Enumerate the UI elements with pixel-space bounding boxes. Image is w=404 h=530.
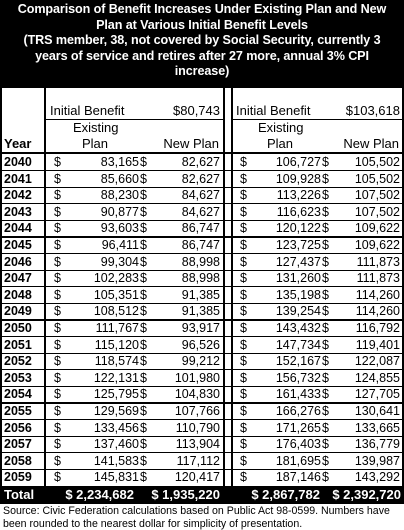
value-cell-e1: 93,603 bbox=[100, 221, 139, 236]
table-row bbox=[0, 287, 404, 304]
value-cell-n2: 122,087 bbox=[354, 354, 400, 369]
currency-symbol: $ bbox=[140, 304, 147, 319]
currency-symbol: $ bbox=[140, 238, 147, 252]
year-cell: 2057 bbox=[4, 437, 32, 452]
title-line-3: (TRS member, 38, not covered by Social Security, currently 3 bbox=[23, 33, 381, 48]
value-cell-n1: 99,212 bbox=[181, 354, 220, 369]
value-cell-e2: 181,695 bbox=[275, 453, 321, 468]
table-row bbox=[0, 453, 404, 470]
currency-symbol: $ bbox=[240, 453, 247, 468]
value-cell-n2: 111,873 bbox=[356, 271, 400, 286]
value-cell-e1: 145,831 bbox=[93, 470, 139, 485]
currency-symbol: $ bbox=[140, 370, 147, 385]
year-cell: 2049 bbox=[4, 304, 32, 319]
year-cell: 2055 bbox=[4, 404, 32, 418]
currency-symbol: $ bbox=[240, 387, 247, 402]
value-cell-e2: 113,226 bbox=[276, 188, 321, 203]
value-cell-n1: 84,627 bbox=[181, 204, 220, 219]
currency-symbol: $ bbox=[240, 204, 247, 219]
currency-symbol: $ bbox=[322, 420, 329, 435]
totals-left-existing: $ 2,234,682 bbox=[65, 487, 134, 502]
year-cell: 2044 bbox=[4, 221, 32, 236]
left-new-plan-header: New Plan bbox=[163, 136, 219, 151]
currency-symbol: $ bbox=[322, 221, 329, 236]
currency-symbol: $ bbox=[140, 254, 147, 269]
year-cell: 2045 bbox=[4, 238, 32, 252]
value-cell-n2: 116,792 bbox=[355, 321, 400, 335]
currency-symbol: $ bbox=[140, 337, 147, 352]
value-cell-n2: 127,705 bbox=[354, 387, 400, 402]
currency-symbol: $ bbox=[54, 387, 61, 402]
totals-label: Total bbox=[4, 487, 35, 502]
value-cell-n1: 91,385 bbox=[181, 287, 220, 302]
value-cell-e2: 147,734 bbox=[275, 337, 321, 352]
currency-symbol: $ bbox=[54, 188, 61, 203]
value-cell-e1: 83,165 bbox=[100, 155, 139, 169]
currency-symbol: $ bbox=[54, 321, 61, 335]
currency-symbol: $ bbox=[54, 304, 61, 319]
left-existing-header-bottom: Plan bbox=[82, 136, 109, 151]
currency-symbol: $ bbox=[54, 238, 61, 252]
value-cell-n1: 110,790 bbox=[175, 420, 220, 435]
year-cell: 2053 bbox=[4, 370, 32, 385]
currency-symbol: $ bbox=[140, 204, 147, 219]
value-cell-e1: 129,569 bbox=[93, 404, 139, 418]
currency-symbol: $ bbox=[54, 470, 61, 485]
title-line-5: increase) bbox=[174, 64, 230, 79]
year-cell: 2048 bbox=[4, 287, 32, 302]
value-cell-n2: 105,502 bbox=[354, 155, 400, 169]
table-row bbox=[0, 204, 404, 221]
currency-symbol: $ bbox=[54, 254, 61, 269]
value-cell-n2: 119,401 bbox=[355, 337, 400, 352]
value-cell-e1: 88,230 bbox=[100, 188, 139, 203]
value-cell-e2: 116,623 bbox=[276, 204, 321, 219]
year-cell: 2047 bbox=[4, 271, 32, 286]
currency-symbol: $ bbox=[54, 204, 61, 219]
year-cell: 2042 bbox=[4, 188, 32, 203]
value-cell-n1: 93,917 bbox=[181, 321, 220, 335]
table-row bbox=[0, 171, 404, 188]
value-cell-e2: 187,146 bbox=[275, 470, 321, 485]
value-cell-n2: 109,622 bbox=[354, 221, 400, 236]
year-cell: 2051 bbox=[4, 337, 32, 352]
currency-symbol: $ bbox=[140, 221, 147, 236]
value-cell-e1: 115,120 bbox=[94, 337, 139, 352]
value-cell-e1: 141,583 bbox=[93, 453, 139, 468]
totals-left-new: $ 1,935,220 bbox=[151, 487, 220, 502]
value-cell-n2: 133,665 bbox=[354, 420, 400, 435]
right-initial-benefit-label: Initial Benefit bbox=[236, 103, 311, 118]
currency-symbol: $ bbox=[322, 204, 329, 219]
value-cell-e1: 105,351 bbox=[93, 287, 139, 302]
value-cell-n2: 105,502 bbox=[354, 171, 400, 186]
table-title bbox=[0, 0, 404, 88]
value-cell-e1: 118,574 bbox=[94, 354, 139, 369]
table-row bbox=[0, 386, 404, 403]
currency-symbol: $ bbox=[54, 453, 61, 468]
year-cell: 2052 bbox=[4, 354, 32, 369]
value-cell-e1: 122,131 bbox=[93, 370, 139, 385]
value-cell-n1: 84,627 bbox=[181, 188, 220, 203]
right-existing-header-top: Existing bbox=[258, 120, 304, 135]
table-row bbox=[0, 469, 404, 486]
currency-symbol: $ bbox=[240, 370, 247, 385]
currency-symbol: $ bbox=[140, 387, 147, 402]
value-cell-e2: 161,433 bbox=[275, 387, 321, 402]
value-cell-n2: 124,855 bbox=[354, 370, 400, 385]
value-cell-n2: 111,873 bbox=[356, 254, 400, 269]
table-row bbox=[0, 270, 404, 287]
table-row bbox=[0, 320, 404, 337]
right-initial-benefit-value: $103,618 bbox=[345, 103, 400, 118]
year-cell: 2056 bbox=[4, 420, 32, 435]
value-cell-n1: 82,627 bbox=[181, 155, 220, 169]
currency-symbol: $ bbox=[140, 404, 147, 418]
totals-row bbox=[0, 486, 404, 504]
currency-symbol: $ bbox=[322, 453, 329, 468]
left-initial-benefit-label: Initial Benefit bbox=[50, 103, 125, 118]
currency-symbol: $ bbox=[240, 271, 247, 286]
value-cell-e2: 166,276 bbox=[275, 404, 321, 418]
left-initial-benefit-value: $80,743 bbox=[173, 103, 220, 118]
currency-symbol: $ bbox=[240, 155, 247, 169]
currency-symbol: $ bbox=[240, 188, 247, 203]
currency-symbol: $ bbox=[240, 287, 247, 302]
currency-symbol: $ bbox=[322, 254, 329, 269]
value-cell-n1: 91,385 bbox=[181, 304, 220, 319]
value-cell-e2: 139,254 bbox=[275, 304, 321, 319]
value-cell-e2: 171,265 bbox=[275, 420, 321, 435]
currency-symbol: $ bbox=[140, 437, 147, 452]
right-new-plan-header: New Plan bbox=[343, 136, 399, 151]
currency-symbol: $ bbox=[140, 171, 147, 186]
currency-symbol: $ bbox=[140, 420, 147, 435]
table-row bbox=[0, 254, 404, 271]
value-cell-n2: 143,292 bbox=[354, 470, 400, 485]
currency-symbol: $ bbox=[140, 453, 147, 468]
currency-symbol: $ bbox=[140, 271, 147, 286]
value-cell-n1: 86,747 bbox=[181, 238, 220, 252]
title-line-4: years of service and retires after 27 more, annual 3% CPI bbox=[35, 48, 369, 63]
currency-symbol: $ bbox=[240, 354, 247, 369]
currency-symbol: $ bbox=[140, 354, 147, 369]
source-note: Source: Civic Federation calculations based on Public Act 98-0599. Numbers have been rounded to the nearest dollar for simplicity of presentation. bbox=[3, 505, 390, 530]
table-row bbox=[0, 403, 404, 420]
value-cell-e2: 106,727 bbox=[275, 155, 321, 169]
currency-symbol: $ bbox=[140, 287, 147, 302]
value-cell-e1: 125,795 bbox=[93, 387, 139, 402]
value-cell-n1: 88,998 bbox=[181, 254, 220, 269]
value-cell-n1: 96,526 bbox=[181, 337, 220, 352]
value-cell-n1: 82,627 bbox=[181, 171, 220, 186]
currency-symbol: $ bbox=[54, 155, 61, 169]
value-cell-e2: 123,725 bbox=[275, 238, 321, 252]
currency-symbol: $ bbox=[240, 304, 247, 319]
value-cell-e1: 111,767 bbox=[95, 321, 139, 335]
currency-symbol: $ bbox=[322, 404, 329, 418]
currency-symbol: $ bbox=[322, 437, 329, 452]
currency-symbol: $ bbox=[240, 337, 247, 352]
value-cell-e1: 108,512 bbox=[93, 304, 139, 319]
value-cell-n2: 109,622 bbox=[354, 238, 400, 252]
table-row bbox=[0, 154, 404, 171]
value-cell-e2: 135,198 bbox=[275, 287, 321, 302]
year-cell: 2058 bbox=[4, 453, 32, 468]
currency-symbol: $ bbox=[240, 321, 247, 335]
currency-symbol: $ bbox=[54, 354, 61, 369]
table-row bbox=[0, 303, 404, 320]
year-cell: 2046 bbox=[4, 254, 32, 269]
value-cell-e1: 85,660 bbox=[100, 171, 139, 186]
table-row bbox=[0, 370, 404, 387]
currency-symbol: $ bbox=[240, 420, 247, 435]
currency-symbol: $ bbox=[322, 470, 329, 485]
year-cell: 2050 bbox=[4, 321, 32, 335]
table-row bbox=[0, 420, 404, 437]
value-cell-n2: 107,502 bbox=[354, 188, 400, 203]
currency-symbol: $ bbox=[240, 238, 247, 252]
currency-symbol: $ bbox=[140, 470, 147, 485]
value-cell-n2: 139,987 bbox=[354, 453, 400, 468]
currency-symbol: $ bbox=[322, 321, 329, 335]
currency-symbol: $ bbox=[322, 387, 329, 402]
value-cell-e2: 131,260 bbox=[275, 271, 321, 286]
value-cell-e1: 90,877 bbox=[100, 204, 139, 219]
currency-symbol: $ bbox=[322, 287, 329, 302]
table-row bbox=[0, 353, 404, 370]
value-cell-e2: 109,928 bbox=[275, 171, 321, 186]
totals-right-new: $ 2,392,720 bbox=[332, 487, 401, 502]
year-cell: 2040 bbox=[4, 155, 32, 169]
value-cell-e1: 137,460 bbox=[93, 437, 139, 452]
currency-symbol: $ bbox=[322, 171, 329, 186]
currency-symbol: $ bbox=[240, 470, 247, 485]
currency-symbol: $ bbox=[240, 404, 247, 418]
year-cell: 2054 bbox=[4, 387, 32, 402]
currency-symbol: $ bbox=[54, 404, 61, 418]
value-cell-e1: 133,456 bbox=[93, 420, 139, 435]
value-cell-e2: 152,167 bbox=[275, 354, 321, 369]
value-cell-e2: 176,403 bbox=[275, 437, 321, 452]
currency-symbol: $ bbox=[54, 370, 61, 385]
value-cell-n1: 104,830 bbox=[174, 387, 220, 402]
currency-symbol: $ bbox=[54, 221, 61, 236]
currency-symbol: $ bbox=[54, 287, 61, 302]
currency-symbol: $ bbox=[140, 321, 147, 335]
value-cell-e1: 102,283 bbox=[93, 271, 139, 286]
value-cell-n1: 117,112 bbox=[176, 453, 220, 468]
currency-symbol: $ bbox=[54, 271, 61, 286]
table-row bbox=[0, 436, 404, 453]
year-cell: 2059 bbox=[4, 470, 32, 485]
value-cell-n1: 120,417 bbox=[174, 470, 220, 485]
currency-symbol: $ bbox=[54, 420, 61, 435]
table-row bbox=[0, 237, 404, 254]
currency-symbol: $ bbox=[140, 188, 147, 203]
table-row bbox=[0, 220, 404, 237]
currency-symbol: $ bbox=[54, 337, 61, 352]
totals-right-existing: $ 2,867,782 bbox=[251, 487, 320, 502]
value-cell-n1: 88,998 bbox=[181, 271, 220, 286]
title-line-1: Comparison of Benefit Increases Under Existing Plan and New bbox=[17, 2, 387, 16]
value-cell-e2: 156,732 bbox=[275, 370, 321, 385]
currency-symbol: $ bbox=[322, 337, 329, 352]
table-row bbox=[0, 187, 404, 204]
currency-symbol: $ bbox=[322, 155, 329, 169]
currency-symbol: $ bbox=[322, 271, 329, 286]
value-cell-e1: 99,304 bbox=[100, 254, 139, 269]
currency-symbol: $ bbox=[240, 221, 247, 236]
year-header: Year bbox=[4, 136, 32, 151]
value-cell-n2: 114,260 bbox=[355, 287, 400, 302]
value-cell-n1: 101,980 bbox=[174, 370, 220, 385]
currency-symbol: $ bbox=[54, 437, 61, 452]
value-cell-n2: 114,260 bbox=[355, 304, 400, 319]
currency-symbol: $ bbox=[322, 354, 329, 369]
currency-symbol: $ bbox=[240, 171, 247, 186]
value-cell-e2: 143,432 bbox=[275, 321, 321, 335]
currency-symbol: $ bbox=[322, 238, 329, 252]
currency-symbol: $ bbox=[140, 155, 147, 169]
value-cell-e2: 127,437 bbox=[275, 254, 321, 269]
year-cell: 2043 bbox=[4, 204, 32, 219]
right-existing-header-bottom: Plan bbox=[267, 136, 294, 151]
value-cell-n1: 113,904 bbox=[175, 437, 220, 452]
currency-symbol: $ bbox=[322, 304, 329, 319]
value-cell-n2: 130,641 bbox=[354, 404, 400, 418]
left-existing-header-top: Existing bbox=[73, 120, 119, 135]
currency-symbol: $ bbox=[240, 437, 247, 452]
year-cell: 2041 bbox=[4, 171, 32, 186]
currency-symbol: $ bbox=[54, 171, 61, 186]
value-cell-n2: 107,502 bbox=[354, 204, 400, 219]
title-line-2: Plan at Various Initial Benefit Levels bbox=[96, 17, 308, 32]
table-row bbox=[0, 337, 404, 354]
value-cell-n1: 107,766 bbox=[174, 404, 220, 418]
currency-symbol: $ bbox=[322, 188, 329, 203]
value-cell-n1: 86,747 bbox=[181, 221, 220, 236]
currency-symbol: $ bbox=[322, 370, 329, 385]
value-cell-e1: 96,411 bbox=[101, 238, 139, 252]
value-cell-e2: 120,122 bbox=[275, 221, 321, 236]
currency-symbol: $ bbox=[240, 254, 247, 269]
value-cell-n2: 136,779 bbox=[354, 437, 400, 452]
